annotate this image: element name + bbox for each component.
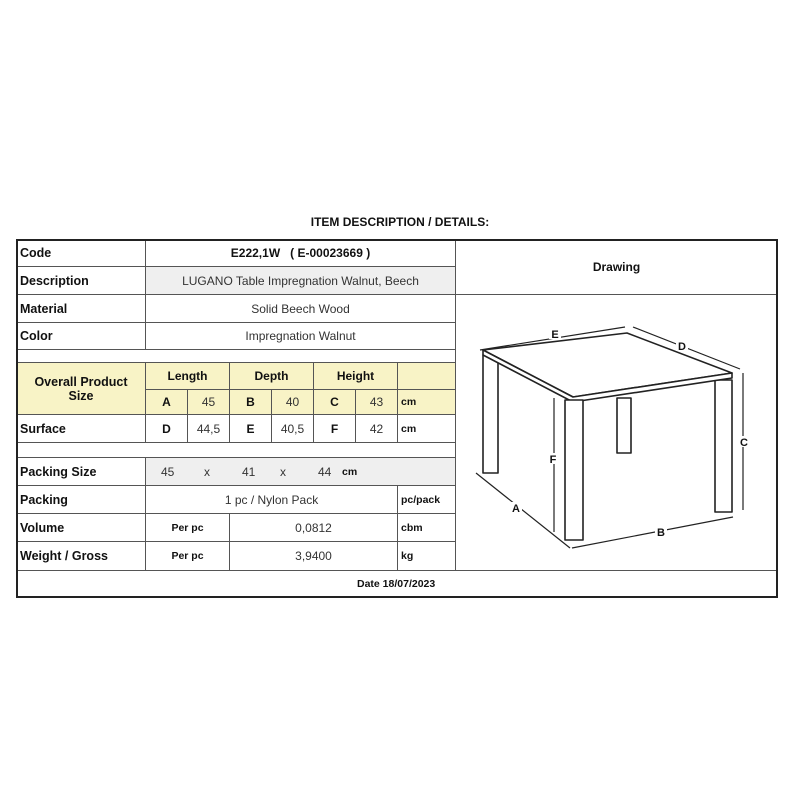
dim-label-c: C (740, 437, 748, 449)
depth-header: Depth (229, 362, 314, 390)
height-header: Height (313, 362, 398, 390)
sheet-title: ITEM DESCRIPTION / DETAILS: (310, 215, 490, 229)
color-value: Impregnation Walnut (145, 322, 456, 350)
volume-label: Volume (16, 513, 146, 542)
length-header: Length (145, 362, 230, 390)
volume-per: Per pc (145, 513, 230, 542)
dim-value-e: 40,5 (271, 414, 314, 443)
dim-value-f: 42 (355, 414, 398, 443)
dim-value-d: 44,5 (187, 414, 230, 443)
volume-value: 0,0812 (229, 513, 398, 542)
weight-per: Per pc (145, 541, 230, 571)
dim-letter-b: B (229, 389, 272, 415)
overall-size-label: Overall Product Size (16, 362, 146, 415)
overall-unit: cm (397, 389, 456, 415)
packing-length: 45 (161, 464, 175, 479)
volume-unit: cbm (397, 513, 456, 542)
dim-letter-f: F (313, 414, 356, 443)
description-value: LUGANO Table Impregnation Walnut, Beech (145, 266, 456, 295)
dim-label-d: D (678, 341, 686, 353)
surface-label: Surface (16, 414, 146, 443)
table-top (483, 333, 732, 397)
table-leg-front (565, 400, 583, 540)
packing-value: 1 pc / Nylon Pack (145, 485, 398, 514)
table-leg-left (483, 355, 498, 473)
dim-value-a: 45 (187, 389, 230, 415)
packing-sep: x (280, 464, 286, 479)
weight-value: 3,9400 (229, 541, 398, 571)
date-text: Date 18/07/2023 (357, 578, 436, 590)
packing-depth: 41 (242, 464, 256, 479)
dim-letter-e: E (229, 414, 272, 443)
dim-label-f: F (549, 454, 557, 466)
packing-sep: x (204, 464, 210, 479)
dim-label-b: B (657, 527, 665, 539)
dim-value-b: 40 (271, 389, 314, 415)
packing-height: 44 (318, 464, 332, 479)
drawing-header: Drawing (455, 239, 778, 295)
weight-unit: kg (397, 541, 456, 571)
dim-letter-a: A (145, 389, 188, 415)
material-label: Material (16, 294, 146, 323)
packing-unit: pc/pack (397, 485, 456, 514)
packing-size-unit: cm (342, 465, 358, 478)
packing-size-label: Packing Size (16, 457, 146, 486)
weight-label: Weight / Gross (16, 541, 146, 571)
code-label: Code (16, 239, 146, 267)
table-leg-back (617, 398, 631, 453)
code-value: E222,1W ( E-00023669 ) (145, 239, 456, 267)
surface-unit: cm (397, 414, 456, 443)
table-leg-right (715, 380, 732, 512)
dim-label-a: A (512, 503, 520, 515)
packing-label: Packing (16, 485, 146, 514)
dim-letter-c: C (313, 389, 356, 415)
material-value: Solid Beech Wood (145, 294, 456, 323)
description-label: Description (16, 266, 146, 295)
dim-letter-d: D (145, 414, 188, 443)
color-label: Color (16, 322, 146, 350)
dim-label-e: E (551, 329, 559, 341)
date-row (16, 570, 778, 598)
dim-value-c: 43 (355, 389, 398, 415)
